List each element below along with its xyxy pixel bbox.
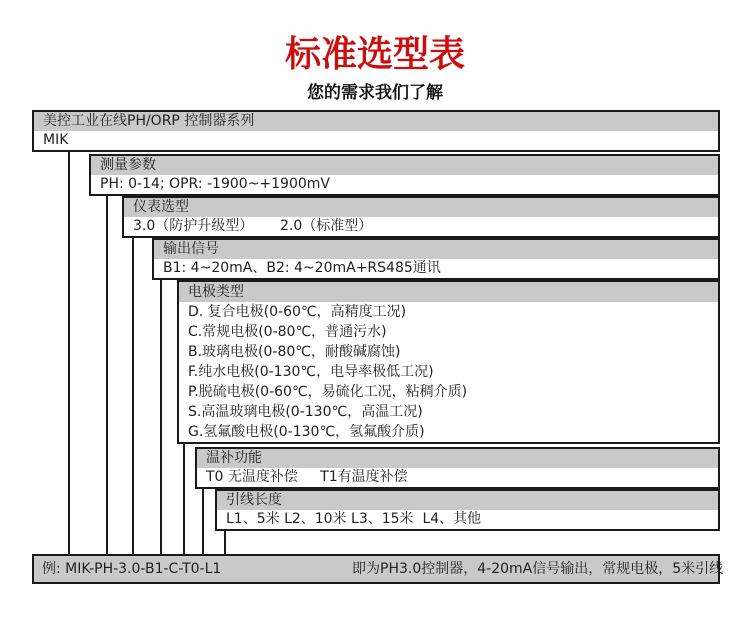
connector-line-leadlength — [224, 531, 226, 554]
series-box — [32, 110, 720, 152]
instrument-type-box — [122, 196, 720, 238]
connector-line-electrode — [183, 444, 185, 554]
measure-parameter-value: PH: 0-14; OPR: -1900~+1900mV — [91, 175, 718, 194]
lead-length-options: L1、5米 L2、10米 L3、15米 L4、其他 — [217, 510, 718, 529]
instrument-type-options: 3.0（防护升级型） 2.0（标准型） — [124, 217, 718, 236]
example-model: 例: MIK-PH-3.0-B1-C-T0-L1 — [42, 561, 222, 577]
output-signal-options: B1: 4~20mA、B2: 4~20mA+RS485通讯 — [154, 259, 718, 278]
measure-parameter-header: 测量参数 — [91, 156, 718, 175]
electrode-option-g: G.氢氟酸电极(0-130℃，氢氟酸介质) — [179, 422, 718, 442]
lead-length-header: 引线长度 — [217, 491, 718, 510]
temp-compensation-box — [195, 447, 720, 489]
measure-parameter-box — [89, 154, 720, 196]
temp-compensation-options: T0 无温度补偿 T1有温度补偿 — [197, 468, 718, 487]
series-header: 美控工业在线PH/ORP 控制器系列 — [34, 112, 718, 131]
example-row — [32, 554, 724, 584]
connector-line-tempcomp — [202, 489, 204, 554]
electrode-type-header: 电极类型 — [179, 282, 718, 302]
electrode-type-box — [177, 280, 720, 444]
electrode-option-c: C.常规电极(0-80℃，普通污水) — [179, 322, 718, 342]
example-description: 即为PH3.0控制器，4-20mA信号输出，常规电极，5米引线 — [352, 561, 724, 577]
electrode-option-s: S.高温玻璃电极(0-130℃，高温工况) — [179, 402, 718, 422]
temp-compensation-header: 温补功能 — [197, 449, 718, 468]
electrode-option-p: P.脱硫电极(0-60℃，易硫化工况，粘稠介质) — [179, 382, 718, 402]
lead-length-box — [215, 489, 720, 531]
connector-line-instrument — [132, 238, 134, 554]
output-signal-header: 输出信号 — [154, 240, 718, 259]
connector-line-output — [160, 280, 162, 554]
connector-line-series — [68, 152, 70, 554]
series-prefix: MIK — [34, 131, 718, 150]
page-subtitle: 您的需求我们了解 — [307, 83, 443, 103]
electrode-option-f: F.纯水电极(0-130℃，电导率极低工况) — [179, 362, 718, 382]
electrode-option-d: D. 复合电极(0-60℃，高精度工况) — [179, 302, 718, 322]
page-title: 标准选型表 — [284, 34, 465, 75]
output-signal-box — [152, 238, 720, 280]
connector-line-measure — [106, 196, 108, 554]
instrument-type-header: 仪表选型 — [124, 198, 718, 217]
electrode-option-b: B.玻璃电极(0-80℃，耐酸碱腐蚀) — [179, 342, 718, 362]
